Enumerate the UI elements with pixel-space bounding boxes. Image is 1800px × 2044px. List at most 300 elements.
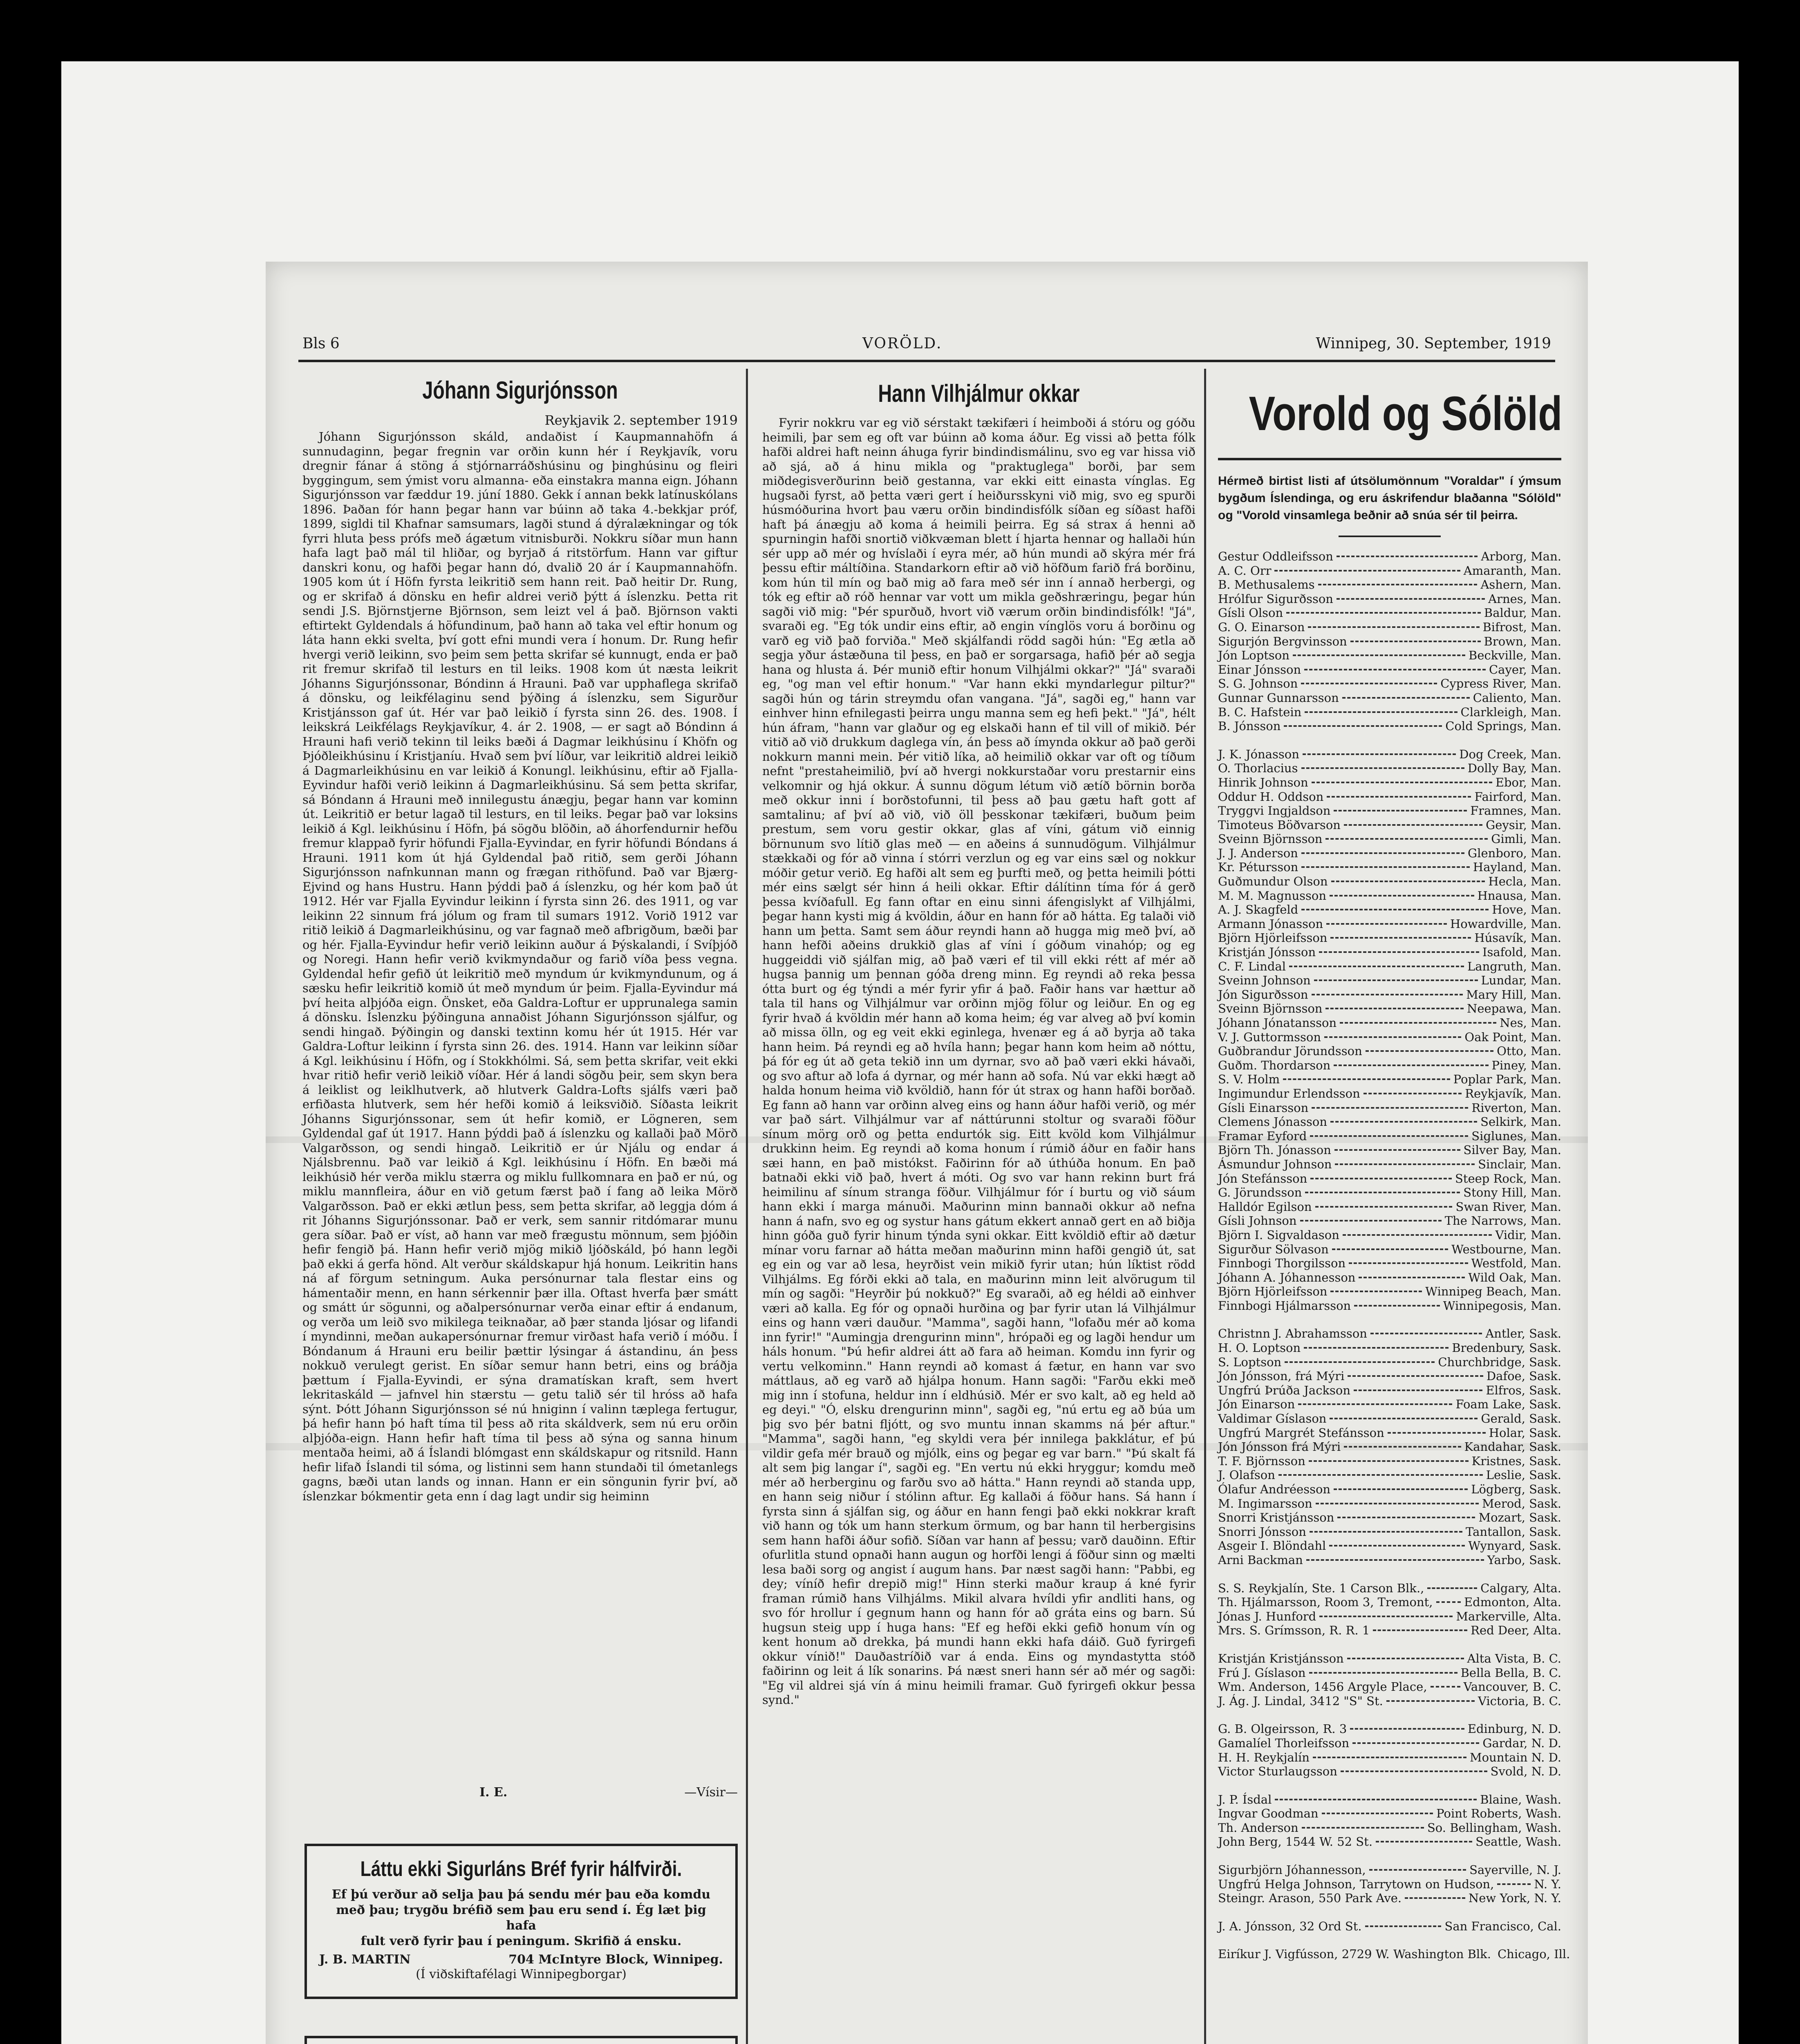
agent-row: [1218, 1044, 1561, 1058]
agent-place: Clarkleigh, Man.: [1460, 705, 1561, 719]
agent-row: [1218, 846, 1561, 861]
agent-place: Howardville, Man.: [1450, 917, 1561, 931]
agent-place: Calgary, Alta.: [1480, 1581, 1561, 1595]
agent-row: [1218, 1341, 1561, 1355]
agent-place: Cayer, Man.: [1489, 662, 1561, 677]
leader-dashes: [1431, 1686, 1460, 1688]
column-divider: [1204, 369, 1206, 2044]
agent-name: Frú J. Gíslason: [1218, 1665, 1306, 1680]
leader-dashes: [1324, 1036, 1461, 1038]
agent-name: Finnbogi Thorgilsson: [1218, 1256, 1346, 1271]
leader-dashes: [1376, 1841, 1472, 1842]
agent-row: [1218, 1115, 1561, 1129]
agent-row: [1218, 1058, 1561, 1073]
leader-dashes: [1316, 1503, 1479, 1504]
agent-place: Edmonton, Alta.: [1464, 1595, 1561, 1609]
agent-place: Bifrost, Man.: [1482, 620, 1561, 634]
leader-dashes: [1370, 1333, 1482, 1334]
paper-name: VORÖLD.: [862, 335, 943, 352]
agent-place: Dog Creek, Man.: [1459, 747, 1561, 761]
agent-place: Merod, Sask.: [1482, 1496, 1561, 1511]
agent-row: [1218, 1129, 1561, 1143]
agent-place: Riverton, Man.: [1471, 1100, 1561, 1115]
leader-dashes: [1289, 966, 1464, 967]
agent-row: [1218, 1750, 1561, 1765]
agent-name: Jóhann A. Jóhannesson: [1218, 1270, 1356, 1284]
agent-place: Seattle, Wash.: [1475, 1835, 1561, 1849]
agent-name: Framar Eyford: [1218, 1129, 1307, 1143]
agent-name: Einar Jónsson: [1218, 662, 1301, 677]
agent-row: [1218, 1482, 1561, 1497]
article-signature: [302, 1785, 738, 1800]
agent-row: [1218, 1072, 1561, 1087]
agent-name: Eiríkur J. Vigfússon, 2729 W. Washington Blk.: [1218, 1947, 1491, 1961]
leader-dashes: [1325, 1008, 1464, 1009]
leader-dashes: [1373, 1629, 1467, 1631]
agent-name: Gísli Olson: [1218, 606, 1283, 620]
leader-dashes: [1310, 1531, 1462, 1533]
agent-name: Ungfrú Þrúða Jackson: [1218, 1383, 1351, 1397]
leader-dashes: [1301, 866, 1470, 868]
agent-place: Foam Lake, Sask.: [1455, 1397, 1561, 1412]
agent-place: Bredenbury, Sask.: [1452, 1341, 1561, 1355]
agent-name: Clemens Jónasson: [1218, 1115, 1328, 1129]
leader-dashes: [1334, 1488, 1468, 1490]
agent-place: Kristnes, Sask.: [1471, 1454, 1561, 1468]
agent-name: B. Jónsson: [1218, 719, 1281, 733]
list-intro: Hérmeð birtist listi af útsölumönnum "Voraldar" í ýmsum bygðum Íslendinga, og eru áskrifendur blaðanna "Sólöld" og "Vorold vinsamlega beðnir að snúa sér til þeirra.: [1218, 474, 1561, 522]
leader-dashes: [1350, 1728, 1464, 1730]
article-vilhjalmur: [762, 372, 1196, 2044]
agent-place: Westfold, Man.: [1471, 1256, 1561, 1271]
group-gap: [1218, 1779, 1561, 1793]
agent-name: Ungfrú Helga Johnson, Tarrytown on Hudson,: [1218, 1877, 1494, 1891]
agent-place: Baldur, Man.: [1484, 606, 1561, 620]
agent-row: [1218, 832, 1561, 846]
agent-row: [1218, 1369, 1561, 1383]
leader-dashes: [1285, 1361, 1435, 1363]
agent-name: Jónas J. Hunford: [1218, 1609, 1316, 1623]
agent-name: J. J. Anderson: [1218, 846, 1298, 860]
leader-dashes: [1319, 1616, 1453, 1617]
agent-name: Gunnar Gunnarsson: [1218, 690, 1339, 705]
leader-dashes: [1310, 1135, 1468, 1137]
agent-place: Cypress River, Man.: [1440, 677, 1561, 691]
agent-place: Victoria, B. C.: [1478, 1694, 1561, 1708]
leader-dashes: [1312, 782, 1492, 783]
leader-dashes: [1327, 796, 1471, 798]
leader-dashes: [1313, 1757, 1466, 1758]
leader-dashes: [1354, 1305, 1440, 1307]
agent-name: Christnn J. Abrahamsson: [1218, 1327, 1367, 1341]
agent-name: Oddur H. Oddson: [1218, 789, 1324, 804]
leader-dashes: [1310, 1178, 1452, 1179]
agent-place: Isafold, Man.: [1482, 945, 1561, 959]
agent-name: T. F. Björnsson: [1218, 1454, 1305, 1468]
agent-row: [1218, 973, 1561, 988]
leader-dashes: [1319, 951, 1479, 953]
leader-dashes: [1352, 1742, 1479, 1744]
agent-row: [1218, 663, 1561, 677]
group-gap: [1218, 1933, 1561, 1947]
agent-name: B. C. Hafstein: [1218, 705, 1302, 719]
agent-row: [1218, 564, 1561, 578]
agent-row: [1218, 1595, 1561, 1609]
agent-row: [1218, 691, 1561, 705]
agent-place: Gerald, Sask.: [1481, 1412, 1561, 1426]
ad-title: Láttu ekki Sigurláns Bréf fyrir hálfvirði.: [360, 1857, 682, 1881]
agent-row: [1218, 1186, 1561, 1200]
agent-place: N. Y.: [1534, 1877, 1561, 1891]
agent-name: S. V. Holm: [1218, 1072, 1280, 1087]
page-number: Bls 6: [302, 335, 340, 352]
agent-row: [1218, 648, 1561, 663]
agent-place: Fairford, Man.: [1474, 789, 1561, 804]
group-gap: [1218, 1849, 1561, 1863]
agent-place: Silver Bay, Man.: [1463, 1143, 1561, 1157]
leader-dashes: [1301, 683, 1437, 684]
agent-name: V. J. Guttormsson: [1218, 1030, 1321, 1044]
agent-name: Kristján Kristjánsson: [1218, 1651, 1344, 1665]
agent-place: Hove, Man.: [1492, 903, 1561, 917]
agent-place: Glenboro, Man.: [1468, 846, 1561, 860]
agent-place: Wild Oak, Man.: [1468, 1270, 1561, 1284]
leader-dashes: [1312, 1107, 1468, 1109]
leader-dashes: [1284, 725, 1442, 727]
leader-dashes: [1388, 1432, 1486, 1434]
agent-row: [1218, 1412, 1561, 1426]
leader-dashes: [1350, 641, 1481, 642]
agent-row: [1218, 606, 1561, 620]
group-gap: [1218, 733, 1561, 747]
agent-row: [1218, 1200, 1561, 1214]
leader-dashes: [1342, 697, 1470, 699]
agent-name: Ungfrú Margrét Stefánsson: [1218, 1425, 1384, 1440]
agent-row: [1218, 1030, 1561, 1044]
leader-dashes: [1298, 1403, 1452, 1405]
agent-row: [1218, 634, 1561, 649]
agent-name: Halldór Egilson: [1218, 1199, 1312, 1214]
leader-dashes: [1334, 1065, 1488, 1066]
leader-dashes: [1334, 1149, 1460, 1151]
agent-name: Sveinn Björnsson: [1218, 1002, 1323, 1016]
agent-name: Victor Sturlaugsson: [1218, 1764, 1337, 1779]
agent-row: [1218, 1228, 1561, 1242]
agent-place: Mary Hill, Man.: [1466, 987, 1561, 1002]
agent-place: Geysir, Man.: [1486, 818, 1561, 832]
agent-row: [1218, 1919, 1561, 1934]
agent-name: C. F. Lindal: [1218, 959, 1286, 973]
leader-dashes: [1343, 1234, 1492, 1236]
agent-place: Piney, Man.: [1491, 1058, 1561, 1072]
agent-row: [1218, 549, 1561, 564]
agent-name: Tryggvi Ingjaldson: [1218, 804, 1331, 818]
agent-place: Churchbridge, Sask.: [1438, 1355, 1561, 1369]
agent-row: [1218, 1214, 1561, 1228]
article-agents-list: [1218, 372, 1570, 2044]
agent-place: Kandahar, Sask.: [1464, 1440, 1561, 1454]
agent-place: Sayerville, N. J.: [1469, 1863, 1561, 1877]
agent-row: [1218, 889, 1561, 903]
leader-dashes: [1344, 824, 1482, 826]
agent-row: [1218, 705, 1561, 719]
ad-note: (Í viðskiftafélagi Winnipegborgar): [416, 1967, 627, 1981]
agent-place: Gimli, Man.: [1491, 832, 1561, 846]
masthead-title: Vorold og Sólöld: [1249, 387, 1563, 441]
header-rule: [298, 360, 1555, 362]
agent-name: Björn Hjörleifsson: [1218, 931, 1328, 945]
agent-row: [1218, 1327, 1561, 1341]
agent-name: H. O. Loptson: [1218, 1341, 1301, 1355]
leader-dashes: [1322, 1813, 1433, 1814]
leader-dashes: [1330, 1121, 1477, 1123]
agent-name: G. Jörundsson: [1218, 1186, 1302, 1200]
leader-dashes: [1330, 1418, 1478, 1419]
agent-name: Kr. Pétursson: [1218, 860, 1299, 874]
agent-name: O. Thorlacius: [1218, 761, 1298, 775]
agent-name: Kristján Jónsson: [1218, 945, 1316, 959]
agent-name: Jóhann Jónatansson: [1218, 1016, 1337, 1030]
leader-dashes: [1386, 1700, 1475, 1702]
leader-dashes: [1274, 570, 1460, 572]
agent-place: Hecla, Man.: [1488, 874, 1561, 889]
agent-place: Hayland, Man.: [1473, 860, 1561, 874]
agent-name: A. C. Orr: [1218, 563, 1272, 578]
agent-row: [1218, 1497, 1561, 1511]
agent-row: [1218, 860, 1561, 874]
agent-place: Westbourne, Man.: [1451, 1242, 1561, 1256]
leader-dashes: [1344, 1446, 1461, 1448]
agent-place: San Francisco, Cal.: [1444, 1919, 1561, 1933]
leader-dashes: [1315, 1206, 1453, 1208]
agent-row: [1218, 1835, 1561, 1849]
leader-dashes: [1405, 1897, 1465, 1899]
agent-place: The Narrows, Man.: [1444, 1214, 1561, 1228]
agent-name: Guðm. Thordarson: [1218, 1058, 1331, 1072]
masthead-rule: [1218, 458, 1561, 460]
agent-place: Amaranth, Man.: [1463, 563, 1561, 578]
agent-place: Lögberg, Sask.: [1471, 1482, 1561, 1496]
agent-name: B. Methusalems: [1218, 578, 1315, 592]
agent-row: [1218, 1143, 1561, 1157]
agent-row: [1218, 1440, 1561, 1454]
ad-line: fult verð fyrir þau í peningum. Skrifið á ensku.: [360, 1934, 682, 1948]
agent-row: [1218, 1157, 1561, 1172]
agent-place: Nes, Man.: [1500, 1016, 1561, 1030]
agent-name: Guðbrandur Jörundsson: [1218, 1044, 1362, 1058]
leader-dashes: [1340, 1022, 1496, 1024]
agent-name: G. O. Einarson: [1218, 620, 1305, 634]
leader-dashes: [1312, 994, 1463, 995]
agent-place: Antler, Sask.: [1485, 1327, 1561, 1341]
leader-dashes: [1325, 838, 1488, 840]
agent-place: Markerville, Alta.: [1456, 1609, 1561, 1623]
agent-row: [1218, 1666, 1561, 1680]
agent-row: [1218, 874, 1561, 889]
agent-name: S. G. Johnson: [1218, 677, 1298, 691]
agent-place: Stony Hill, Man.: [1463, 1186, 1561, 1200]
ad-kol: [304, 2036, 738, 2044]
agent-name: Jón Jónsson, frá Mýri: [1218, 1369, 1345, 1383]
agent-row: [1218, 747, 1561, 762]
agent-name: Mrs. S. Grímsson, R. R. 1: [1218, 1623, 1370, 1638]
agent-name: Ingvar Goodman: [1218, 1806, 1319, 1821]
agent-row: [1218, 1877, 1561, 1892]
intro-rule: [1339, 536, 1441, 537]
leader-dashes: [1363, 1093, 1462, 1094]
agent-name: Gísli Johnson: [1218, 1214, 1297, 1228]
agent-row: [1218, 1793, 1561, 1807]
agent-name: G. B. Olgeirsson, R. 3: [1218, 1722, 1347, 1736]
agent-place: Elfros, Sask.: [1486, 1383, 1561, 1397]
leader-dashes: [1318, 584, 1478, 585]
agent-name: Timoteus Böðvarson: [1218, 818, 1341, 832]
agent-place: Yarbo, Sask.: [1487, 1553, 1561, 1567]
agent-place: Mozart, Sask.: [1478, 1511, 1561, 1525]
article-title: Jóhann Sigurjónsson: [422, 377, 618, 404]
column-divider: [746, 369, 748, 2044]
agent-name: Björn I. Sigvaldason: [1218, 1228, 1339, 1242]
agent-place: Blaine, Wash.: [1480, 1792, 1561, 1806]
agent-row: [1218, 1454, 1561, 1468]
agent-row: [1218, 1581, 1561, 1596]
leader-dashes: [1300, 1220, 1442, 1221]
agent-name: Gestur Oddleifsson: [1218, 549, 1333, 563]
ad-line: Ef þú verður að selja þau þá sendu mér þau eða komdu: [331, 1887, 711, 1902]
agent-place: Caliento, Man.: [1473, 690, 1561, 705]
article-body: Fyrir nokkru var eg við sérstakt tækifæri í heimboði á stóru og góðu heimili, þar sem eg oft var búinn að koma áður. Eg vissi að þetta fólk hafði aldrei haft neinn áhuga fyrir bindindismálinu, svo eg var hissa við að sjá, að á hinu mikla og "praktuglega" borði, þar sem miðdegisverðurinn beið gestanna, var ekki eitt einasta vínglas. Eg hugsaði fyrst, að þetta væri gert í heiðursskyni við mig, svo eg spurði húsmóðurina hvort þau væru orðin bindindisfólk síðan eg síðast hafði haft þá ánægju að koma á heimili þeirra. Eg sá strax á henni að spurningin hafði snortið viðkvæman blett í hjarta hennar og hallaði hún sér upp að mér og hvíslaði í eyra mér, að hún mundi að skýra mér frá þessu eftir máltíðina. Standarkorn eftir að við höfðum farið frá borðinu, kom hún til mín og bað mig að fara með sér inn í annað herbergi, og tók eg eftir að róð hennar var vott um mikla geðshræringu, þegar hún sagði við mig: "Þér spurðuð, hvort við værum orðin bindindisfólk! "Já", svaraði eg. "Eg tók undir eins eftir, að engin vínglös voru á borðinu og varð eg við það forviða." Með skjálfandi rödd sagði hún: "Eg ætla að segja yður ástæðuna til þess, en það er sorgarsaga, hafið þér að segja hana og hlusta á. Þér munið eftir honum Vilhjálmi okkar?" "Já" svaraði eg, "og man vel eftir honum." "Var hann ekki myndarlegur piltur?" sagði hún og tárin streymdu ofan vangana. "Já", sagði eg," hann var einhver hinn efnilegasti þeirra ungu manna sem eg hefi þekt." "Já", hélt hún áfram, "hann var glaður og eg elskaði hann ef til vill of mikið. Þér vitið að við drukkum daglega vín, án þess að ímynda okkur að það gerði nokkurn manni mein. Þér vitið líka, að heimilið okkar var oft og tíðum nefnt "prestaheimilið, því að hvergi nokkurstaðar voru prestarnir eins velkomnir og hjá okkur. Á sunnu dögum létum við ætíð börnin borða með okkur inni í borðstofunni, til þess að þau gætu haft gott af samtalinu; af því að við, við öll þesskonar tækifæri, buðum þeim prestum, sem voru gestir okkar, glas af víni, gátum við einnig börnunum svo lítið glas með — en aðeins á sunnudögum. Vilhjálmur stækkaði og fór að vinna í stórri verzlun og eg var eins sæl og nokkur móðir getur verið. Eg hafði alt sem eg þurfti með, og þetta heimili þótti mér eins sælgt sér hinn á heili okkar. Eftir dálítinn tíma fór á gerð þessa kvíðafull. Eg fann oftar en einu sinni áfengislykt af Vilhjálmi, þegar hann kysti mig á kvöldin, áður en hann fór að hátta. Eg talaði við hann um þetta. Samt sem áður reyndi hann að hugga mig með því, að hann hefði aðeins drukkið glas af víni í góðum vinahóp; og eg huggeiddi við sjálfan mig, að það væri ef til vill ekki rétt af mér að hugsa þannig um þennan góða dreng minn. Eg reyndi að reka þessa ótta burt og ég týndi a mér fyrir yfir á það. Faðir hans var hættur að tala til hans og Vilhjálmur var orðinn mjög fölur og leiður. En og eg fyrir hvað á kvöldin mér hann að koma heim; ég var alveg að því komin að missa ölln, og eg veit ekki eginlega, hvenær eg á að byrja að taka hann heim. Þá reyndi eg að hvíla hann; þegar hann kom heim að nóttu, þá fór eg út að geta tekið inn um dyrnar, svo að það væri ekki hávaði, og svo aftur að lofa á dyrnar, og mér hann að sofa. Nú var ekki hægt að halda honum heima við kvöldið, hann fór út strax og hann hafði borðað. Eg fann að hann var orðinn alveg eins og hann áður hafði verið, og mér var það sárt. Vilhjálmur var af náttúrunni stoltur og svaraði föður sínum mörg orð og þetta endurtók sig. Eitt kvöld kom Vilhjálmur drukkinn heim. Eg reyndi að koma honum í rúmið áður en faðir hans sæi hann, en það mistókst. Faðirinn fór að úthúða honum. En það batnaði ekki við það, hvert á móti. Og svo var hann rekinn burt frá heimilinu af sínum stranga föður. Vilhjálmur fór í burtu og við sáum hann ekki í marga mánuði. Maðurinn minn bannaði okkur að nefna hann á nafn, svo eg og systur hans gátum ekkert annað gert en að biðja hinn góða guð fyrir hinum týnda syni okkar. Eitt kvöldið eftir að dætur mínar voru farnar að hátta meðan maðurinn minn hafði gengið út, sat eg ein og var að lesa, heyrðist vein mikið fyrir utan; hún líktist rödd Vilhjálms. Eg fórði ekki að tala, en maðurinn minn leit alvörugum til mín og sagði: "Heyrðir þú nokkuð?" Eg svaraði, að eg héldi að einhver væri að kalla. Eg fór og opnaði hurðina og þar fyrir utan lá Vilhjálmur eins og hann væri dauður. "Mamma", sagði hann, "lofaðu mér að koma inn fyrir!" "Aumingja drengurinn minn", hrópaði eg og lagði hendur um háls honum. "Þú hefir aldrei átt að fara að heiman. Komdu inn fyrir og vertu velkominn." Hann reyndi að komast á fætur, en hann var svo máttlaus, að eg varð að hjálpa honum. Hann sagði: "Farðu ekki með mig inn í stofuna, heldur inn í eldhúsið. Mér er svo kalt, að eg held að eg deyi." "Ó, elsku drengurinn minn", sagði eg, "nú ertu eg að búa um þig svo þér batni fljótt, og svo muntu innan skamms ná þér aftur." "Mamma", sagði hann, "eg skyldi vera þér innilega þakklátur, ef þú vildir gefa mér brauð og mjólk, eins og þegar eg var barn." "Þú skalt fá alt sem þig langar í", sagði eg. "En vertu nú ekki hryggur; komdu með mér að herberginu og farðu svo að hátta." Hann reyndi að standa upp, en hann seig niður í stólinn aftur. Eg kallaði á föður hans. Sá hann í fyrsta sinn á sjálfan sig, og áður en hann fengi það ekki nokkrar kraft við hann og tók um hann sterkum örmum, og bar hann til herbergisins sem hann hafði áður sofið. Síðan var hann af þessu; varð dauðinn. Eftir ofurlitla stund opnaði hann augun og horfði lengi á föður sinn og mælti lesa baði sorg og angist í augum hans. Þar næst sagði hann: "Pabbi, eg dey; víníð hefir drepið mig!" Hinn sterki maður kraup á kné fyrir framan rúmið hans Vilhjálms. Mikil alvara hvíldi yfir andliti hans, og svo fór hrollur í gegnum hann og hann fór að gráta eins og barn. Sú hugsun steig upp í huga hans: "Ef eg hefði ekki gefið honum vín og kent honum að drekka, þá mundi hann ekki hafa dáið. Guð fyrirgefi okkur vínið!" Dauðastríðið var á enda. Eins og myndastytta stóð faðirinn og leit á lík sonarins. Þá næst sneri hann sér að mér og sagði: "Eg vil aldrei sjá vín á minu heimili framar. Guð fyrirgefi okkur þessa synd.": [762, 416, 1196, 1707]
ad-address: 704 McIntyre Block, Winnipeg.: [508, 1952, 723, 1967]
agent-row: [1218, 1821, 1561, 1835]
leader-dashes: [1369, 1869, 1466, 1871]
agent-name: Th. Anderson: [1218, 1820, 1299, 1835]
agent-row: [1218, 1397, 1561, 1412]
agent-row: [1218, 719, 1561, 733]
agent-name: Ólafur Andréesson: [1218, 1482, 1331, 1496]
agent-name: Ingimundur Erlendsson: [1218, 1086, 1360, 1100]
agent-row: [1218, 1863, 1561, 1877]
leader-dashes: [1330, 1291, 1422, 1292]
agent-row: [1218, 1426, 1561, 1440]
agent-name: H. H. Reykjalín: [1218, 1750, 1310, 1764]
agent-row: [1218, 1539, 1561, 1553]
agent-row: [1218, 1271, 1561, 1285]
leader-dashes: [1278, 1474, 1483, 1476]
leader-dashes: [1303, 753, 1456, 755]
agent-row: [1218, 1722, 1561, 1736]
leader-dashes: [1301, 852, 1464, 854]
leader-dashes: [1330, 895, 1474, 896]
agent-name: J. P. Ísdal: [1218, 1792, 1272, 1806]
leader-dashes: [1309, 1672, 1457, 1674]
agent-name: Sveinn Björnsson: [1218, 832, 1323, 846]
article-johann: [302, 372, 738, 1831]
agent-name: Björn Hjörleifsson: [1218, 1284, 1328, 1299]
leader-dashes: [1314, 979, 1478, 981]
agent-name: Jón Loptson: [1218, 648, 1290, 663]
article-body: Jóhann Sigurjónsson skáld, andaðist í Kaupmannahöfn á sunnudaginn, þegar fregnin var orðin kunn hér í Reykjavík, voru dregnir fánar á stöng á stjórnarráðshúsinu og þinghúsinu og fleiri byggingum, sem ýmist voru almanna- eða einstakra manna eign. Jóhann Sigurjónsson var fæddur 19. júní 1880. Gekk í annan bekk latínuskólans 1896. Þaðan fór hann þegar hann var búinn að taka 4.-bekkjar próf, 1899, sigldi til Khafnar samsumars, lagði stund á dýralækningar og tók fyrri hluta þess prófs með ágætum vitnisburði. Nokkru síðar mun hann hafa lagt það mál til hliðar, og byrjað á ritstörfum. Hann var giftur danskri konu, og hafði þegar hann dó, dvalið 20 ár í Kaupmannahöfn. 1905 kom út í Höfn fyrsta leikritið sem hann reit. Það heitir Dr. Rung, og er skrifað á dönsku en hefir aldrei verið þýtt á íslenzku. Þetta rit sendi J.S. Björnstjerne Björnson, sem leizt vel á það. Björnson vakti eftirtekt Gyldendals á höfundinum, það hann að taka vel eftir honum og láta hann ekki svelta, því gott efni mundi vera í honum. Dr. Rung hefir hvergi verið leikinn, svo þeim sem þetta skrifar sé kunnugt, enda er það rit fremur skrifað til lesturs en til leiks. 1908 kom út næsta leikrit Jóhanns Sigurjónssonar, Bóndinn á Hrauni. Það var upphaflega skrifað á dönsku, og leikfélaginu send þýðing á íslenzku, sem Sigurður Kristjánsson gaf út. Hér var það leikið í fyrsta sinn 26. des. 1908. Í leikskrá Leikfélags Reykjavíkur, 4. ár 2. 1908, — er sagt að Bóndinn á Hrauni hafi verið tekinn til leiks bæði á Dagmar leikhúsinu í Khöfn og Þjóðleikhúsinu í Kristjaníu. Hvað sem því líður, var leikritið aldrei leikið á Dagmarleikhúsinu en var leikið á Konungl. leikhúsinu, eftir að Fjalla-Eyvindur hafði verið leikinn á Dagmarleikhúsinu. Sá sem þetta skrifar, sá Bóndann á Hrauni með innilegustu ánægju, þegar hann var kominn út. Leikritið er betur lagað til lesturs, en til leiks. Þegar það var loksins leikið á Kgl. leikhúsinu í Höfn, þá sögðu blöðin, að áhorfendurnir hefðu fremur klappað fyrir höfundi Fjalla-Eyvindar, en fyrir höfundi Bóndans á Hrauni. 1911 kom út hjá Gyldendal það ritið, sem gerði Jóhann Sigurjónsson nafnkunnan mann og frægan rithöfund. Það var Bjærg-Ejvind og hans Hustru. Hann þýddi það á íslenzku, og hér kom það út 1912. Hér var Fjalla Eyvindur leikinn í fyrsta sinn 26. des 1911, og var leikinn 22 sinnum frá jólum og fram til sumars 1912. Vorið 1912 var ritið leikið á Dagmarleikhúsinu, og var fagnað með afbrigðum, bæði þar og hér. Fjalla-Eyvindur hefir verið leikinn auður á Þýskalandi, í Svíþjóð og Noregi. Hann hefir verið kvikmyndaður og farið víða þess vegna. Gyldendal hefir gefið út leikritið með myndum úr kvikmyndunum, og á sæsku hefir leikritið komið út með myndum úr þeim. Fjalla-Eyvindur má því heita alþjóða eign. Önsket, eða Galdra-Loftur er upprunalega samin á dönsku. Íslenzku þýðinguna annaðist Jóhann Sigurjónsson sjálfur, og sendi hingað. Þýðingin og danski textinn komu hér út 1915. Hér var Galdra-Loftur leikinn í fyrsta sinn 26. des. 1914. Hann var leikinn síðar á Kgl. leikhúsinu í Höfn, og í Stokkhólmi. Sá, sem þetta skrifar, veit ekki hvar ritið hefir verið leikið víðar. Hér á landi sögðu þeir, sem skyn bera á leiklist og leiklhutverk, að hlutverk Galdra-Lofts sjálfs væri það erfiðasta hlutverk, sem hér hefði komið á leiksviðið. Síðasta leikrit Jóhanns Sigurjónssonar, sem út hefir komið, er Lögneren, sem Gyldendal gaf út 1917. Hann þýddi það á íslenzku og kallaði það Mörð Valgarðsson, og sendi hingað. Leikritið er úr Njálu og endar á Njálsbrennu. Það var leikið á Kgl. leikhúsinu í Höfn. En bæði má leikhúsið hér verða miklu stærra og miklu fullkomnara en það er nú, og miklu mannfleira, áður en við getum færst það í fang að leika Mörð Valgarðsson. Það er ekki ætlun þess, sem þetta skrifar, að leggja dóm á rit Jóhanns Sigurjónssonar. Það er verk, sem sannir ritdómarar munu gera síðar. Það er víst, að hann var með frægustu mönnum, sem þjóðin hefir fengið þá. Hann hefir verið mjög mikið ljóðskáld, þó hann legði það ekki á gerfa hönd. Alt verður skáldskapur hjá honum. Leikritin hans ná af förgum setningum. Auka persónurnar tala flestar eins og hámentaðir menn, en hann sérkennir þær illa. Oftast hverfa þær smátt og smátt úr sögunni, og aðalpersónurnar verða einar eftir á endanum, og verða um leið svo mikilega teiknaðar, að þær standa ljósar og lifandi í myndinni, meðan aukapersónurnar fremur virðast hafa verið í móðu. Í Bóndanum á Hrauni eru beilir þættir lýsingar á ástandinu, án þess nokkuð verulegt gerist. En síðar semur hann betri, eins og bráðja þættum í Fjalla-Eyvindi, er sýna dramatískan kraft, sem hvert lekritaskáld — jafnvel hin stærstu — getu talið sér til hróss að hafa sýnt. Þótt Jóhann Sigurjónsson sé nú hniginn í valinn tæplega fertugur, þá hefir hann þó haft tíma til þess að rita skáldverk, sem nú eru orðin alþjóða-eign. Hann hefir haft tíma til þess að sýna og sanna hinum mentaða heimi, að á Íslandi blómgast enn skáldskapur og ritsnild. Hann hefir lifað Íslandi til sóma, og listinni sem hann stundaði til ómetanlegs gagns, bæði utan lands og innan. Hann er ein söngunin fyrir því, að íslenzkar bókmentir geta enn í dag lagt undir sig heiminn: [302, 430, 738, 1503]
agent-place: Siglunes, Man.: [1471, 1129, 1561, 1143]
group-gap: [1218, 1708, 1561, 1722]
article-title: Hann Vilhjálmur okkar: [878, 380, 1080, 407]
agent-name: Jón Stefánsson: [1218, 1171, 1307, 1186]
agent-name: Snorri Jónsson: [1218, 1524, 1306, 1539]
agent-row: [1218, 1242, 1561, 1257]
agent-name: Gísli Einarsson: [1218, 1100, 1309, 1115]
agent-place: Neepawa, Man.: [1467, 1002, 1561, 1016]
agent-place: Ashern, Man.: [1480, 578, 1561, 592]
agent-row: [1218, 1694, 1561, 1708]
agent-row: [1218, 903, 1561, 917]
agent-place: Arnes, Man.: [1488, 592, 1561, 606]
agent-place: Dafoe, Sask.: [1486, 1369, 1561, 1383]
agent-place: So. Bellingham, Wash.: [1427, 1820, 1561, 1835]
leader-dashes: [1305, 1192, 1460, 1193]
source-credit: —Vísir—: [684, 1785, 738, 1800]
agent-place: Winnipeg Beach, Man.: [1425, 1284, 1561, 1299]
agent-name: J. Olafson: [1218, 1468, 1275, 1482]
agent-row: [1218, 1525, 1561, 1539]
agent-row: [1218, 1553, 1561, 1567]
agent-place: Lundar, Man.: [1481, 973, 1561, 988]
leader-dashes: [1337, 598, 1485, 600]
agent-name: M. M. Magnusson: [1218, 888, 1327, 903]
leader-dashes: [1366, 1050, 1493, 1052]
agent-name: S. S. Reykjalín, Ste. 1 Carson Blk.,: [1218, 1581, 1424, 1595]
agent-place: Tantallon, Sask.: [1466, 1524, 1561, 1539]
agent-row: [1218, 592, 1561, 606]
agent-place: Beckville, Man.: [1469, 648, 1561, 663]
leader-dashes: [1286, 612, 1481, 614]
agent-row: [1218, 1947, 1570, 1961]
leader-dashes: [1427, 1587, 1477, 1589]
leader-dashes: [1341, 1771, 1487, 1772]
agent-row: [1218, 1764, 1561, 1779]
agent-name: Sveinn Johnson: [1218, 973, 1311, 988]
agent-name: J. K. Jónasson: [1218, 747, 1299, 761]
agent-row: [1218, 1891, 1561, 1905]
agent-place: Winnipegosis, Man.: [1443, 1298, 1561, 1313]
agent-name: Steingr. Arason, 550 Park Ave.: [1218, 1891, 1402, 1905]
leader-dashes: [1304, 1347, 1449, 1349]
agent-row: [1218, 761, 1561, 775]
agent-place: Gardar, N. D.: [1482, 1736, 1561, 1750]
agent-name: Sigurbjörn Jóhannesson,: [1218, 1863, 1366, 1877]
agent-place: Chicago, Ill.: [1497, 1947, 1570, 1961]
leader-dashes: [1330, 937, 1471, 939]
agent-row: [1218, 1609, 1561, 1624]
agent-row: [1218, 1806, 1561, 1821]
agent-place: Svold, N. D.: [1490, 1764, 1561, 1779]
agent-row: [1218, 775, 1561, 790]
agent-row: [1218, 1468, 1561, 1482]
leader-dashes: [1365, 1925, 1442, 1927]
agent-place: Poplar Park, Man.: [1453, 1072, 1561, 1087]
agent-place: Dolly Bay, Man.: [1467, 761, 1561, 775]
agent-row: [1218, 1680, 1561, 1694]
leader-dashes: [1331, 881, 1485, 882]
agent-place: Brown, Man.: [1484, 634, 1561, 648]
agent-row: [1218, 988, 1561, 1002]
agent-row: [1218, 790, 1561, 804]
agent-name: Hrólfur Sigurðsson: [1218, 592, 1333, 606]
agent-name: Hinrik Johnson: [1218, 775, 1308, 789]
agent-name: J. Ág. J. Lindal, 3412 "S" St.: [1218, 1694, 1383, 1708]
leader-dashes: [1302, 1827, 1424, 1829]
agent-row: [1218, 1652, 1561, 1666]
agent-place: Sinclair, Man.: [1478, 1157, 1561, 1171]
ad-line: með þau; trygðu bréfið sem þau eru send í. Ég læt þig hafa: [336, 1903, 706, 1933]
